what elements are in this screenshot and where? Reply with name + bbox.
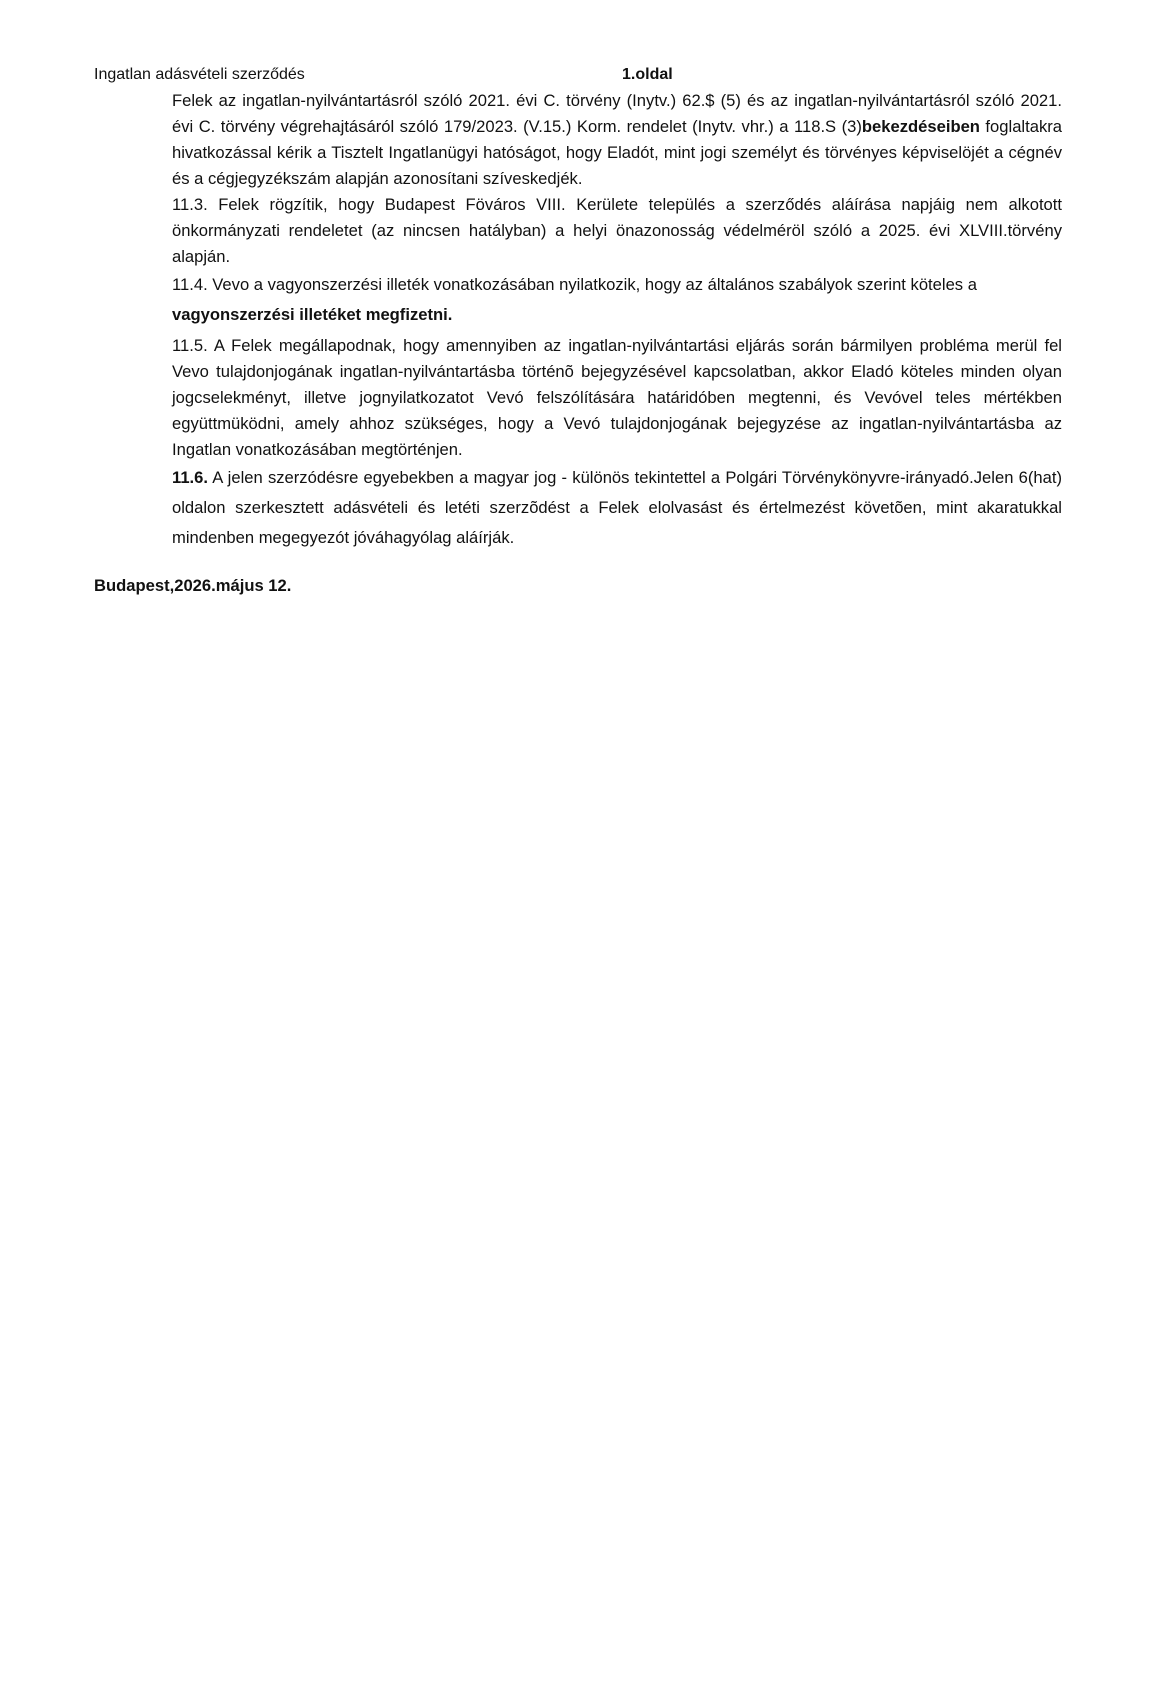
page-number: 1.oldal [622,66,673,83]
paragraph-text: 11.4. Vevo a vagyonszerzési illeték vonatkozásában nyilatkozik, hogy az általános szabályok szerint köteles a [172,275,977,294]
document-body [172,88,1062,553]
paragraph-text: 11.3. Felek rögzítik, hogy Budapest Föváros VIII. Kerülete település a szerződés aláírása napjáig nem alkotott önkormányzati rendeletet (az nincsen hatályban) a helyi önazonosság védelméröl szóló a 2025. évi XLVIII.törvény alapján. [172,195,1062,266]
place-and-date: Budapest,2026.május 12. [94,576,292,595]
paragraph-identification [172,88,1062,192]
paragraph-bold-term: vagyonszerzési illetéket megfizetni. [172,305,453,324]
paragraph-number: 11.6. [172,468,208,487]
document-title: Ingatlan adásvételi szerződés [94,66,305,83]
paragraph-bold-term: bekezdéseiben [861,117,980,136]
paragraph-11-4 [172,270,1062,330]
paragraph-text: foglaltakra hivatkozással kérik a Tisztelt Ingatlanügyi hatóságot, hogy Eladót, mint jogi személyt és törvényes képviselöjét a cégnév és a cégjegyzékszám alapján azonosítani szíveskedjék. [172,117,1062,188]
paragraph-11-6 [172,463,1062,553]
paragraph-text: 11.5. A Felek megállapodnak, hogy amennyiben az ingatlan-nyilvántartási eljárás során bármilyen probléma merül fel Vevo tulajdonjogának ingatlan-nyilvántartásba történõ bejegyzésével kapcsolatban, akkor Eladó köteles minden olyan jogcselekményt, illetve jognyilatkozatot Vevó felszólítására határidóben megtenni, és Vevóvel teles mértékben együttmüködni, amely ahhoz szükséges, hogy a Vevó tulajdonjogának bejegyzése az ingatlan-nyilvántartásba az Ingatlan vonatkozásában megtörténjen. [172,336,1062,459]
paragraph-11-5 [172,333,1062,463]
paragraph-text: A jelen szerzódésre egyebekben a magyar jog - különös tekintettel a Polgári Törvénykönyvre-irányadó.Jelen 6(hat) oldalon szerkesztett adásvételi és letéti szerzõdést a Felek elolvasást és értelmezést követõen, mint akaratukkal mindenben megegyezót jóváhagyólag aláírják. [172,468,1062,547]
paragraph-text: Felek az ingatlan-nyilvántartásról szóló 2021. évi C. törvény (Inytv.) 62.$ (5) és az ingatlan-nyilvántartásról szóló 2021. évi C. törvény végrehajtásáról szóló 179/2023. (V.15.) Korm. rendelet (Inytv. vhr.) a 118.S (3) [172,91,1062,136]
page-header [94,66,1074,88]
paragraph-11-3 [172,192,1062,270]
